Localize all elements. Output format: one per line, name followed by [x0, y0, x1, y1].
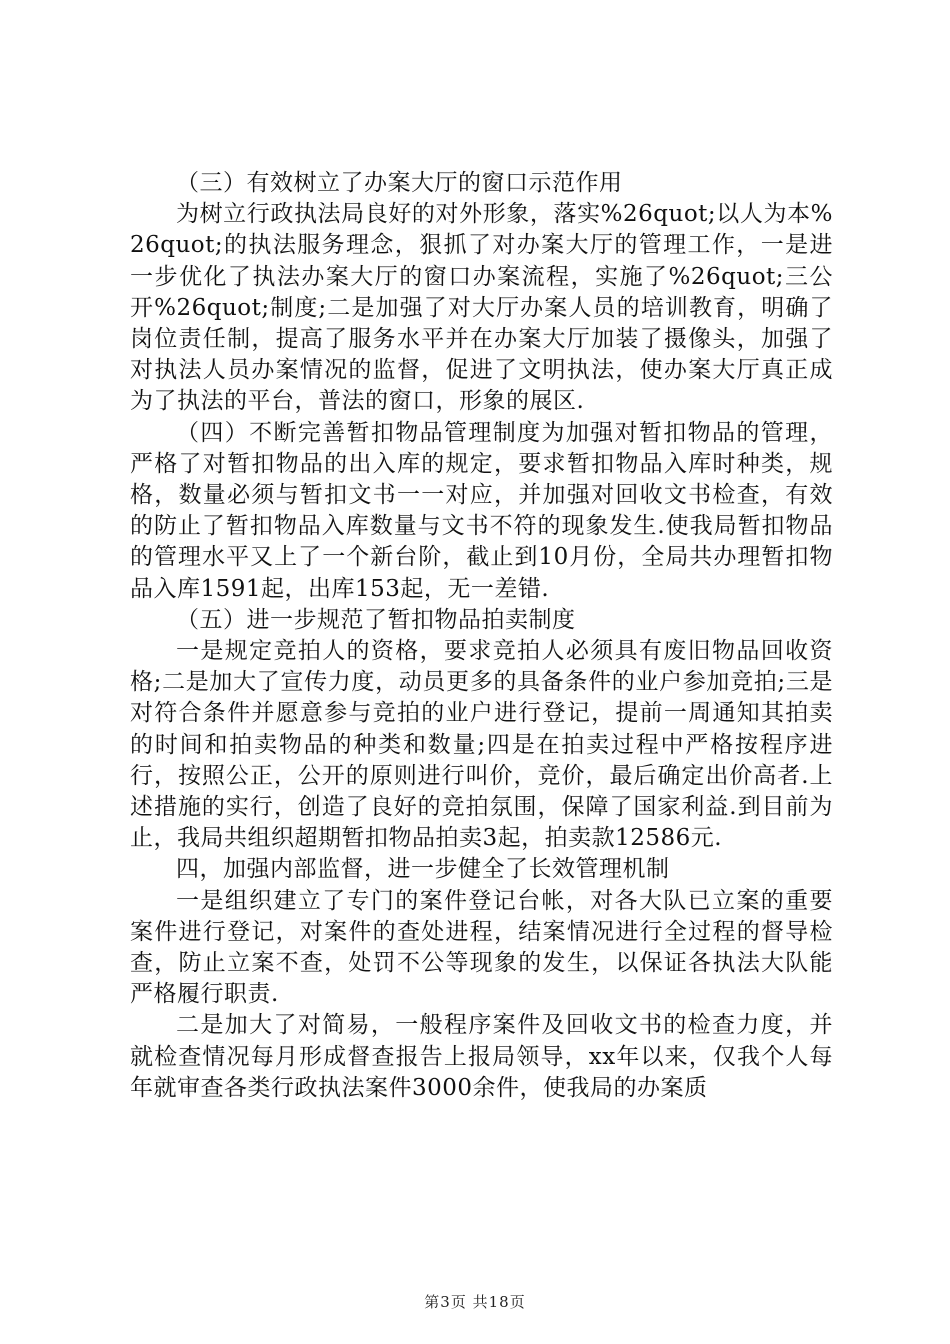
paragraph-auction-rules: 一是规定竞拍人的资格，要求竞拍人必须具有废旧物品回收资格;二是加大了宣传力度，动员更多的具备条件的业户参加竞拍;三是对符合条件并愿意参与竞拍的业户进行登记，提前一周通知其拍卖的时间和拍卖物品的种类和数量;四是在拍卖过程中严格按程序进行，按照公正，公开的原则进行叫价，竞价，最后确定出价高者.上述措施的实行，创造了良好的竞拍氛围，保障了国家利益.到目前为止，我局共组织超期暂扣物品拍卖3起，拍卖款12586元. [130, 638, 833, 852]
page-footer: 第3页 共18页 [424, 1293, 526, 1311]
section-heading-5: （五）进一步规范了暂扣物品拍卖制度 [176, 606, 576, 633]
section-heading-3: （三）有效树立了办案大厅的窗口示范作用 [176, 170, 623, 196]
paragraph-case-registry: 一是组织建立了专门的案件登记台帐，对各大队已立案的重要案件进行登记，对案件的查处进程，结案情况进行全过程的督导检查，防止立案不查，处罚不公等现象的发生，以保证各执法大队能严格履行职责. [130, 887, 833, 1008]
paragraph-office-hall: 为树立行政执法局良好的对外形象，落实%26quot;以人为本%26quot;的执法服务理念，狠抓了对办案大厅的管理工作，一是进一步优化了执法办案大厅的窗口办案流程，实施了%26quot;三公开%26quot;制度;二是加强了对大厅办案人员的培训教育，明确了岗位责任制，提高了服务水平并在办案大厅加装了摄像头，加强了对执法人员办案情况的监督，促进了文明执法，使办案大厅真正成为了执法的平台，普法的窗口，形象的展区. [130, 201, 833, 415]
paragraph-case-inspection: 二是加大了对简易，一般程序案件及回收文书的检查力度，并就检查情况每月形成督查报告上报局领导，xx年以来，仅我个人每年就审查各类行政执法案件3000余件，使我局的办案质 [130, 1012, 833, 1101]
paragraph-seized-items-management: （四）不断完善暂扣物品管理制度为加强对暂扣物品的管理，严格了对暂扣物品的出入库的规定，要求暂扣物品入库时种类，规格，数量必须与暂扣文书一一对应，并加强对回收文书检查，有效的防止了暂扣物品入库数量与文书不符的现象发生.使我局暂扣物品的管理水平又上了一个新台阶，截止到10月份，全局共办理暂扣物品入库1591起，出库153起，无一差错. [130, 419, 833, 602]
document-body [130, 168, 833, 1104]
section-heading-4-internal-supervision: 四，加强内部监督，进一步健全了长效管理机制 [176, 856, 670, 883]
